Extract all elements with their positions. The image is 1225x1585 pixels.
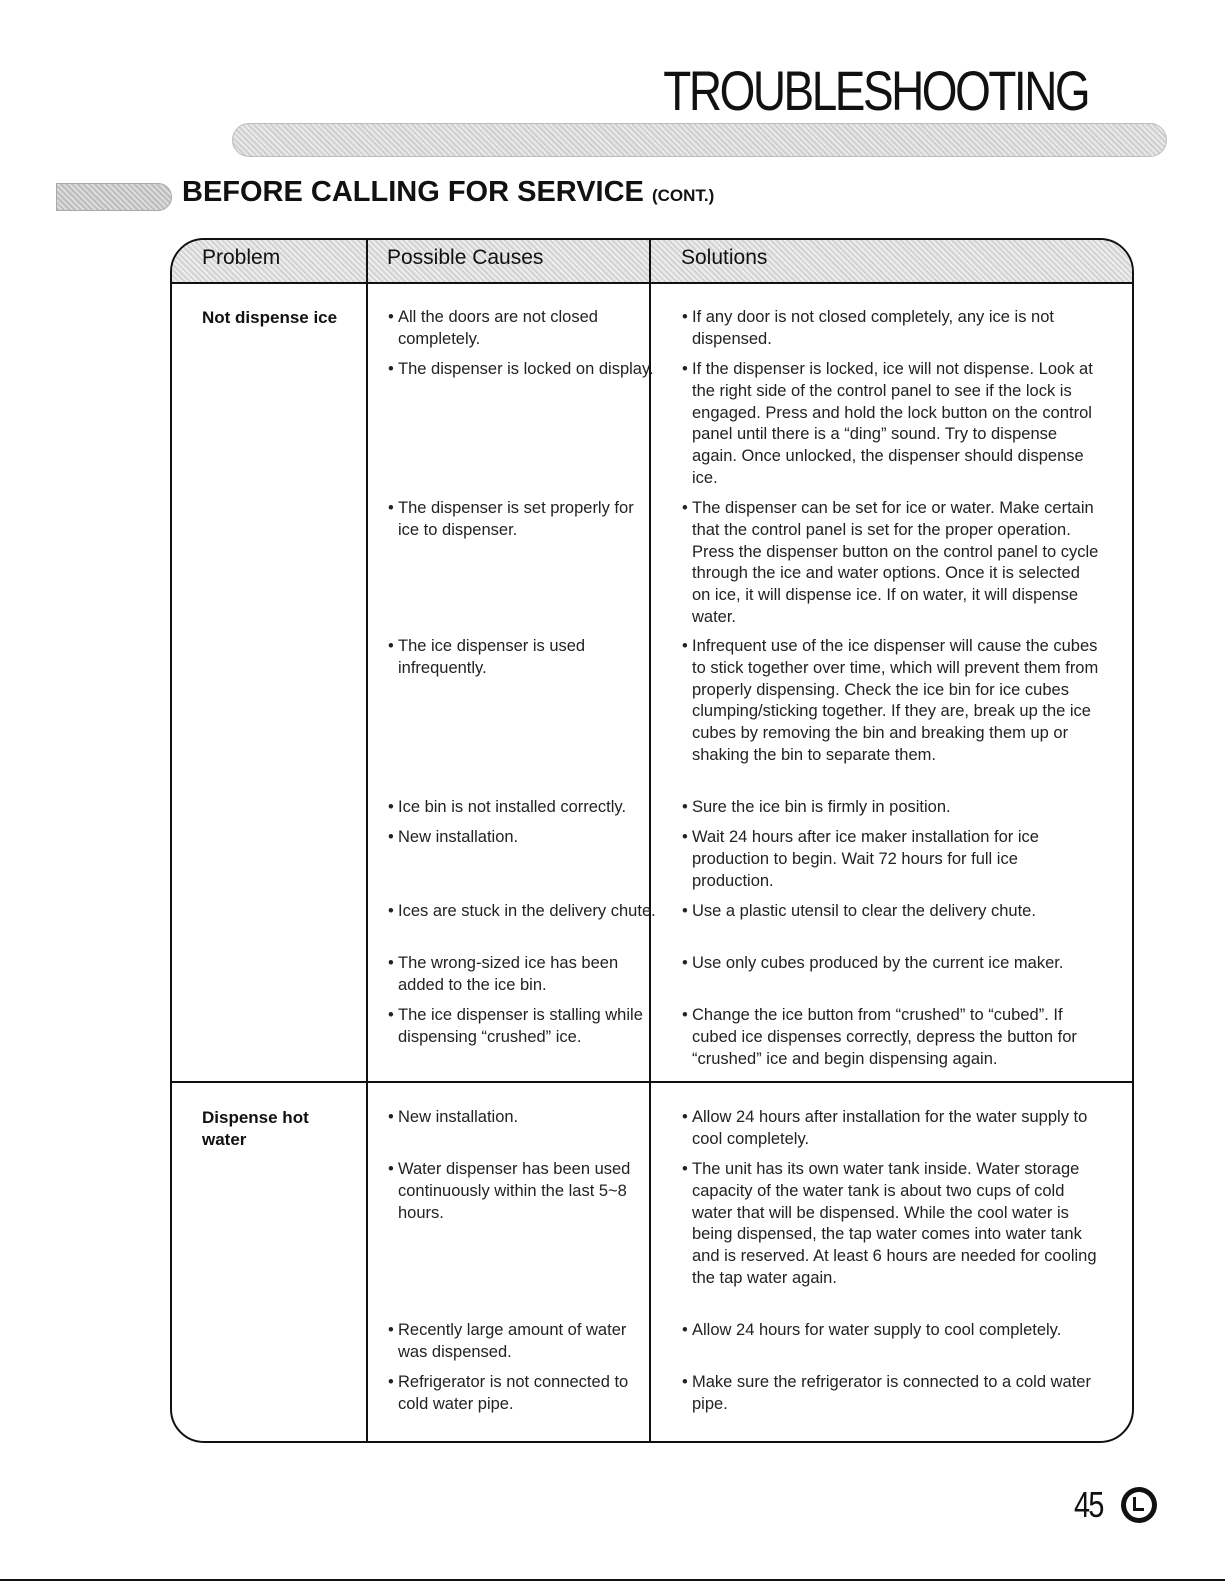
lg-logo-icon bbox=[1121, 1487, 1157, 1523]
page-number: 45 bbox=[1074, 1484, 1103, 1525]
section-title-suffix: (CONT.) bbox=[651, 186, 715, 205]
solution-item: • Wait 24 hours after ice maker installation for ice production to begin. Wait 72 hours for full ice production. bbox=[682, 828, 1039, 890]
solution-item: • Allow 24 hours after installation for the water supply to cool completely. bbox=[682, 1108, 1088, 1148]
solution-item: • Allow 24 hours for water supply to cool completely. bbox=[682, 1321, 1062, 1339]
solution-item: • If any door is not closed completely, any ice is not dispensed. bbox=[682, 308, 1054, 348]
cause-item: • The dispenser is set properly for ice to dispenser. bbox=[388, 499, 634, 539]
solution-item: • Make sure the refrigerator is connected to a cold water pipe. bbox=[682, 1373, 1091, 1413]
solution-item: • If the dispenser is locked, ice will not dispense. Look at the right side of the control panel to see if the lock is engaged. Press and hold the lock button on the control panel until there is a “ding” sound. Try to dispense again. Once unlocked, the dispenser should dispense ice. bbox=[682, 360, 1093, 487]
cause-item: • The dispenser is locked on display. bbox=[388, 360, 654, 378]
cause-item: • The ice dispenser is stalling while dispensing “crushed” ice. bbox=[388, 1006, 643, 1046]
solution-item: • The dispenser can be set for ice or water. Make certain that the control panel is set for the proper operation. Press the dispenser button on the control panel to cycle through the ice and water options. Once it is selected on ice, it will dispense ice. If on water, it will dispense water. bbox=[682, 499, 1099, 626]
solution-item: • The unit has its own water tank inside. Water storage capacity of the water tank is about two cups of cold water that will be dispensed. While the cool water is being dispensed, the tap water comes into water tank and is reserved. At least 6 hours are needed for cooling the tap water again. bbox=[682, 1160, 1097, 1287]
problem-label: Dispense hot water bbox=[202, 1108, 309, 1149]
section-title-text: BEFORE CALLING FOR SERVICE bbox=[182, 176, 644, 208]
section-marker bbox=[56, 183, 172, 211]
column-header-solutions: Solutions bbox=[681, 246, 768, 269]
cause-item: • The ice dispenser is used infrequently. bbox=[388, 637, 586, 677]
cause-item: • All the doors are not closed completely. bbox=[388, 308, 598, 348]
table-header bbox=[172, 240, 1132, 284]
cause-item: • Ices are stuck in the delivery chute. bbox=[388, 902, 656, 920]
troubleshooting-table bbox=[170, 238, 1134, 1443]
solution-item: • Infrequent use of the ice dispenser will cause the cubes to stick together over time, which will prevent them from properly dispensing. Check the ice bin for ice cubes clumping/sticking together. If they are, break up the ice cubes by removing the bin and breaking them up or shaking the bin to separate them. bbox=[682, 637, 1099, 764]
column-header-causes: Possible Causes bbox=[387, 246, 544, 269]
cause-item: • Recently large amount of water was dispensed. bbox=[388, 1321, 627, 1361]
row-divider bbox=[172, 1081, 1132, 1083]
column-divider bbox=[366, 240, 368, 1441]
section-heading bbox=[182, 176, 714, 209]
cause-item: • New installation. bbox=[388, 1108, 519, 1126]
page-title: TROUBLESHOOTING bbox=[663, 59, 1088, 122]
cause-item: • Refrigerator is not connected to cold water pipe. bbox=[388, 1373, 629, 1413]
column-header-problem: Problem bbox=[202, 246, 281, 269]
solution-item: • Change the ice button from “crushed” to “cubed”. If cubed ice dispenses correctly, depress the button for “crushed” ice and begin dispensing again. bbox=[682, 1006, 1077, 1068]
header-decorative-bar bbox=[232, 123, 1167, 157]
cause-item: • Water dispenser has been used continuously within the last 5~8 hours. bbox=[388, 1160, 631, 1222]
cause-item: • The wrong-sized ice has been added to the ice bin. bbox=[388, 954, 619, 994]
cause-item: • Ice bin is not installed correctly. bbox=[388, 798, 627, 816]
solution-item: • Sure the ice bin is firmly in position. bbox=[682, 798, 951, 816]
solution-item: • Use only cubes produced by the current ice maker. bbox=[682, 954, 1064, 972]
cause-item: • New installation. bbox=[388, 828, 519, 846]
solution-item: • Use a plastic utensil to clear the delivery chute. bbox=[682, 902, 1036, 920]
bottom-rule bbox=[0, 1579, 1225, 1581]
problem-label: Not dispense ice bbox=[202, 308, 338, 327]
